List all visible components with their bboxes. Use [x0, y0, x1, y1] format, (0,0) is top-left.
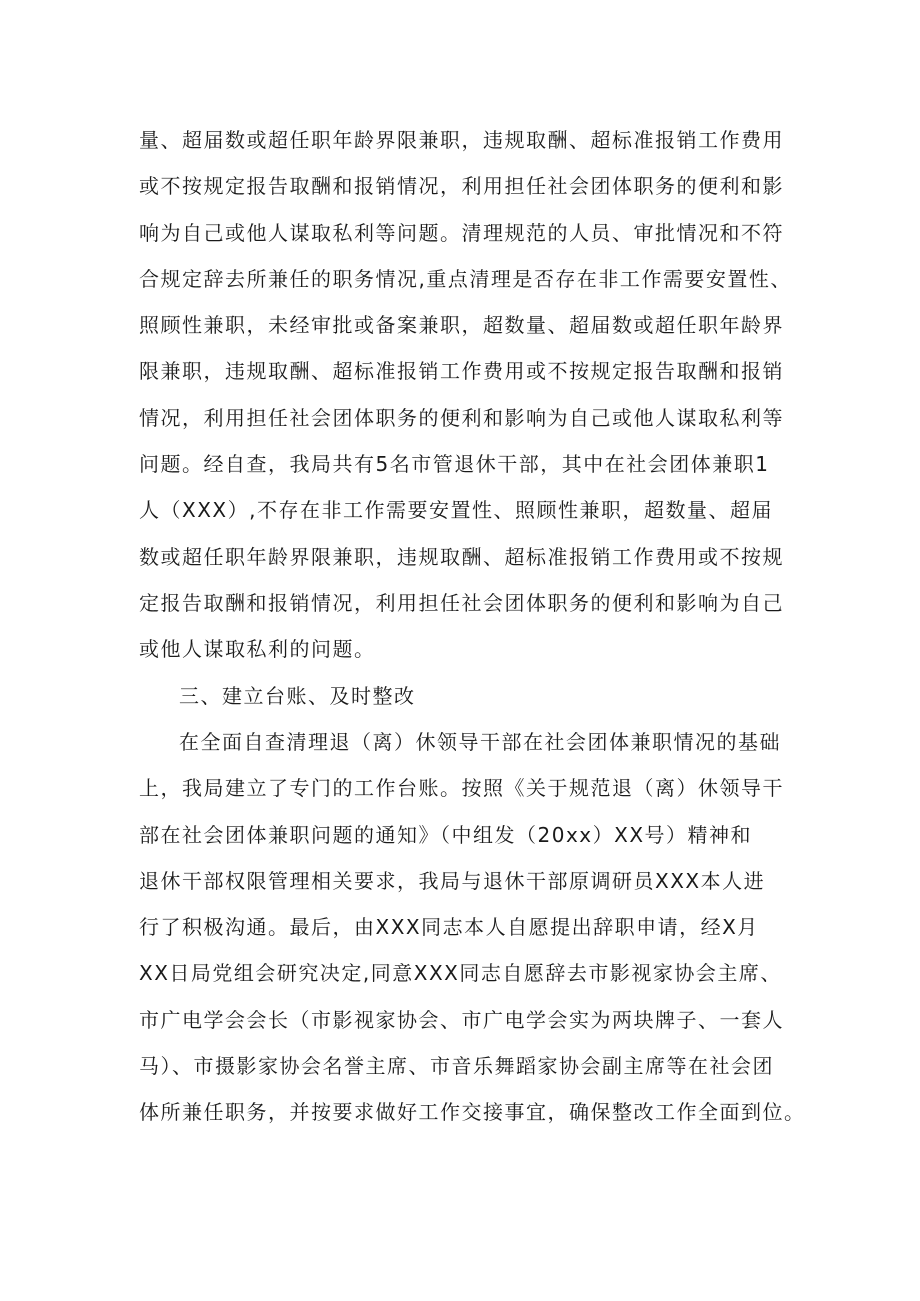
paragraph-1-line: 量、超届数或超任职年龄界限兼职，违规取酬、超标准报销工作费用 [139, 128, 784, 152]
paragraph-1-line: 数或超任职年龄界限兼职，违规取酬、超标准报销工作费用或不按规 [139, 544, 784, 569]
section-heading-text: 三、建立台账、及时整改 [179, 684, 416, 708]
paragraph-2-line: 在全面自查清理退（离）休领导干部在社会团体兼职情况的基础 [179, 730, 781, 754]
paragraph-2-line: XX日局党组会研究决定,同意XXX同志自愿辞去市影视家协会主席、 [139, 961, 782, 986]
paragraph-2-line: 市广电学会会长（市影视家协会、市广电学会实为两块牌子、一套人 [139, 1007, 784, 1032]
paragraph-2-line: 体所兼任职务，并按要求做好工作交接事宜，确保整改工作全面到位。 [139, 1100, 806, 1125]
paragraph-1-line: 照顾性兼职，未经审批或备案兼职，超数量、超届数或超任职年龄界 [139, 313, 784, 338]
paragraph-2-line: 马）、市摄影家协会名誉主席、市音乐舞蹈家协会副主席等在社会团 [139, 1054, 774, 1079]
paragraph-1-line: 响为自己或他人谋取私利等问题。清理规范的人员、审批情况和不符 [139, 220, 784, 245]
paragraph-2-line: 退休干部权限管理相关要求，我局与退休干部原调研员XXX本人进 [139, 868, 766, 893]
section-heading-3 [139, 673, 789, 719]
paragraph-1 [139, 117, 792, 673]
paragraph-2-line: 行了积极沟通。最后，由XXX同志本人自愿提出辞职申请，经X月 [139, 915, 759, 940]
paragraph-2-line: 部在社会团体兼职问题的通知》（中组发（20xx）XX号）精神和 [139, 822, 753, 847]
paragraph-1-line: 定报告取酬和报销情况，利用担任社会团体职务的便利和影响为自己 [139, 590, 784, 615]
paragraph-1-line: 限兼职，违规取酬、超标准报销工作费用或不按规定报告取酬和报销 [139, 359, 784, 384]
paragraph-1-line: 人（XXX）,不存在非工作需要安置性、照顾性兼职，超数量、超届 [139, 498, 773, 523]
paragraph-1-line: 或他人谋取私利的问题。 [139, 637, 376, 662]
paragraph-2 [139, 719, 806, 1136]
paragraph-1-line: 问题。经自查，我局共有5名市管退休干部，其中在社会团体兼职1 [139, 452, 770, 477]
paragraph-1-line: 或不按规定报告取酬和报销情况，利用担任社会团体职务的便利和影 [139, 174, 784, 199]
paragraph-2-line: 上，我局建立了专门的工作台账。按照《关于规范退（离）休领导干 [139, 776, 784, 801]
paragraph-1-line: 情况，利用担任社会团体职务的便利和影响为自己或他人谋取私利等 [139, 405, 784, 430]
paragraph-1-line: 合规定辞去所兼任的职务情况,重点清理是否存在非工作需要安置性、 [139, 266, 792, 291]
